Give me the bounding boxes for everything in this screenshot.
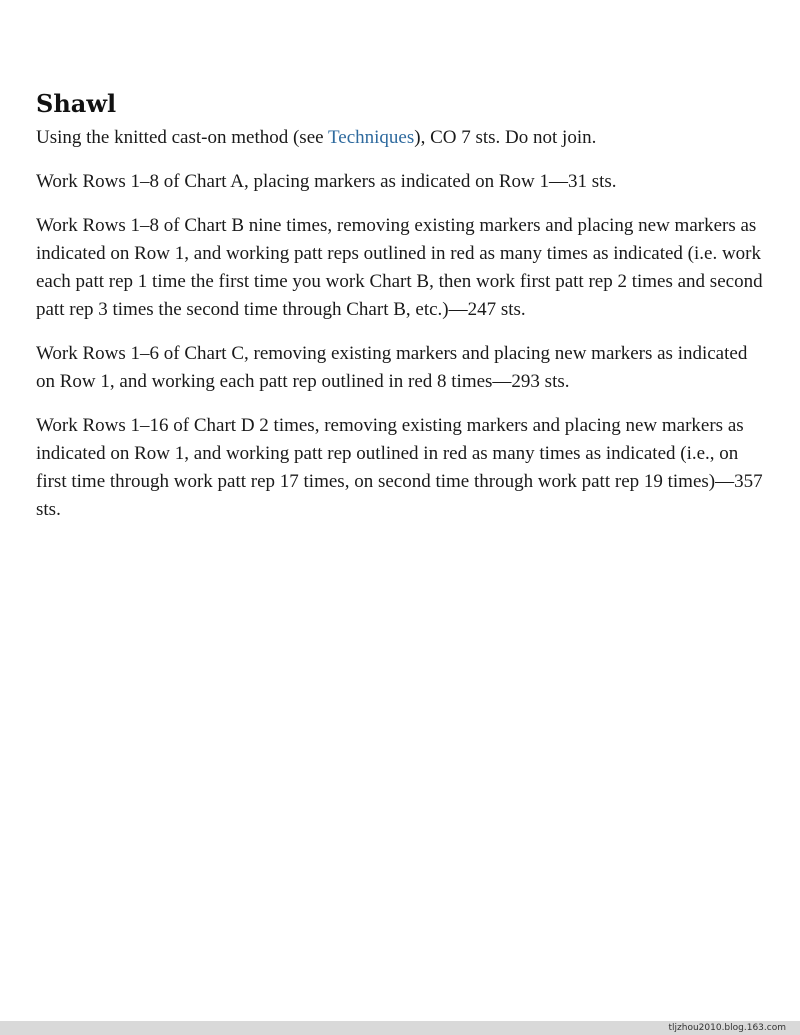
chart-a-paragraph: Work Rows 1–8 of Chart A, placing markers as indicated on Row 1—31 sts. <box>36 171 617 192</box>
intro-text-after: ), CO 7 sts. Do not join. <box>414 127 597 148</box>
footer-bar <box>0 1021 800 1035</box>
watermark-text: tljzhou2010.blog.163.com <box>668 1023 786 1033</box>
chart-b-paragraph: Work Rows 1–8 of Chart B nine times, removing existing markers and placing new markers as indicated on Row 1, and working patt reps outlined in red as many times as indicated (i.e. work each patt rep 1 time the first time you work Chart B, then work first patt rep 2 times and second patt rep 3 times the second time through Chart B, etc.)—247 sts. <box>36 215 763 320</box>
section-heading: Shawl <box>36 89 117 118</box>
chart-c-paragraph: Work Rows 1–6 of Chart C, removing existing markers and placing new markers as indicated on Row 1, and working each patt rep outlined in red 8 times—293 sts. <box>36 343 748 392</box>
document-page <box>36 88 771 540</box>
chart-d-paragraph: Work Rows 1–16 of Chart D 2 times, removing existing markers and placing new markers as indicated on Row 1, and working patt rep outlined in red as many times as indicated (i.e., on first time through work patt rep 17 times, on second time through work patt rep 19 times)—357 sts. <box>36 415 763 520</box>
techniques-link[interactable]: Techniques <box>327 127 415 148</box>
intro-text-before: Using the knitted cast-on method (see <box>36 127 328 148</box>
intro-paragraph <box>36 124 771 152</box>
